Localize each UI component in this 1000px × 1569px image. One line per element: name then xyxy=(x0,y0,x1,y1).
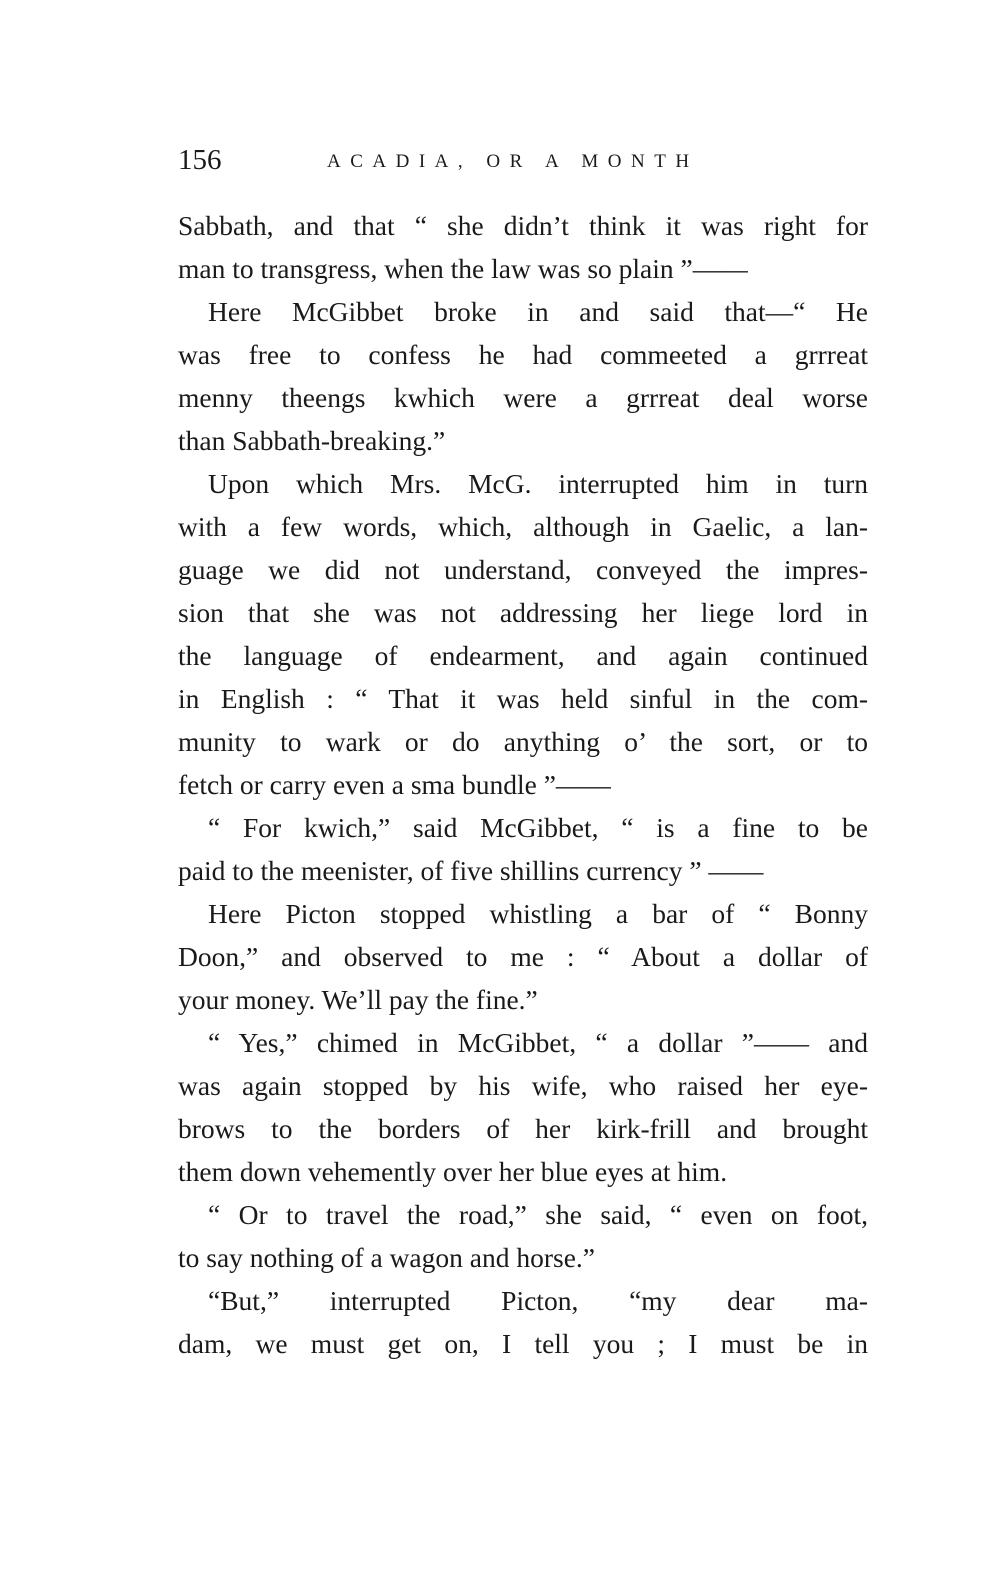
text-line: with a few words, which, although in Gaelic, a lan- xyxy=(178,511,868,542)
text-line: sion that she was not addressing her liege lord in xyxy=(178,597,868,628)
text-line: your money. We’ll pay the fine.” xyxy=(178,984,538,1015)
text-line: paid to the meenister, of five shillins currency ” —— xyxy=(178,855,764,886)
text-line: Sabbath, and that “ she didn’t think it was right for xyxy=(178,210,868,241)
text-line: Doon,” and observed to me : “ About a dollar of xyxy=(178,941,868,972)
text-line: Upon which Mrs. McG. interrupted him in turn xyxy=(208,468,868,499)
text-line: man to transgress, when the law was so plain ”—— xyxy=(178,253,748,284)
text-line: “ For kwich,” said McGibbet, “ is a fine to be xyxy=(208,812,868,843)
text-line: was again stopped by his wife, who raised her eye- xyxy=(178,1070,868,1101)
text-line: munity to wark or do anything o’ the sort, or to xyxy=(178,726,868,757)
page-number: 156 xyxy=(178,144,222,176)
text-line: them down vehemently over her blue eyes at him. xyxy=(178,1156,728,1187)
text-line: guage we did not understand, conveyed the impres- xyxy=(178,554,868,585)
text-line: Here Picton stopped whistling a bar of “ Bonny xyxy=(208,898,868,929)
text-line: menny theengs kwhich were a grrreat deal worse xyxy=(178,382,868,413)
text-line: to say nothing of a wagon and horse.” xyxy=(178,1242,595,1273)
text-line: “ Or to travel the road,” she said, “ even on foot, xyxy=(208,1199,868,1230)
text-line: “But,” interrupted Picton, “my dear ma- xyxy=(208,1285,868,1316)
text-line: Here McGibbet broke in and said that—“ He xyxy=(208,296,868,327)
running-head: ACADIA, OR A MONTH xyxy=(327,151,699,172)
text-line: than Sabbath-breaking.” xyxy=(178,425,446,456)
text-line: “ Yes,” chimed in McGibbet, “ a dollar ”—— and xyxy=(208,1027,868,1058)
text-line: the language of endearment, and again continued xyxy=(178,640,868,671)
text-line: was free to confess he had commeeted a grrreat xyxy=(178,339,868,370)
text-line: dam, we must get on, I tell you ; I must be in xyxy=(178,1328,868,1359)
text-line: brows to the borders of her kirk-frill and brought xyxy=(178,1113,868,1144)
page-header xyxy=(178,140,868,180)
text-line: in English : “ That it was held sinful in the com- xyxy=(178,683,868,714)
text-line: fetch or carry even a sma bundle ”—— xyxy=(178,769,611,800)
body-text xyxy=(178,204,868,1365)
